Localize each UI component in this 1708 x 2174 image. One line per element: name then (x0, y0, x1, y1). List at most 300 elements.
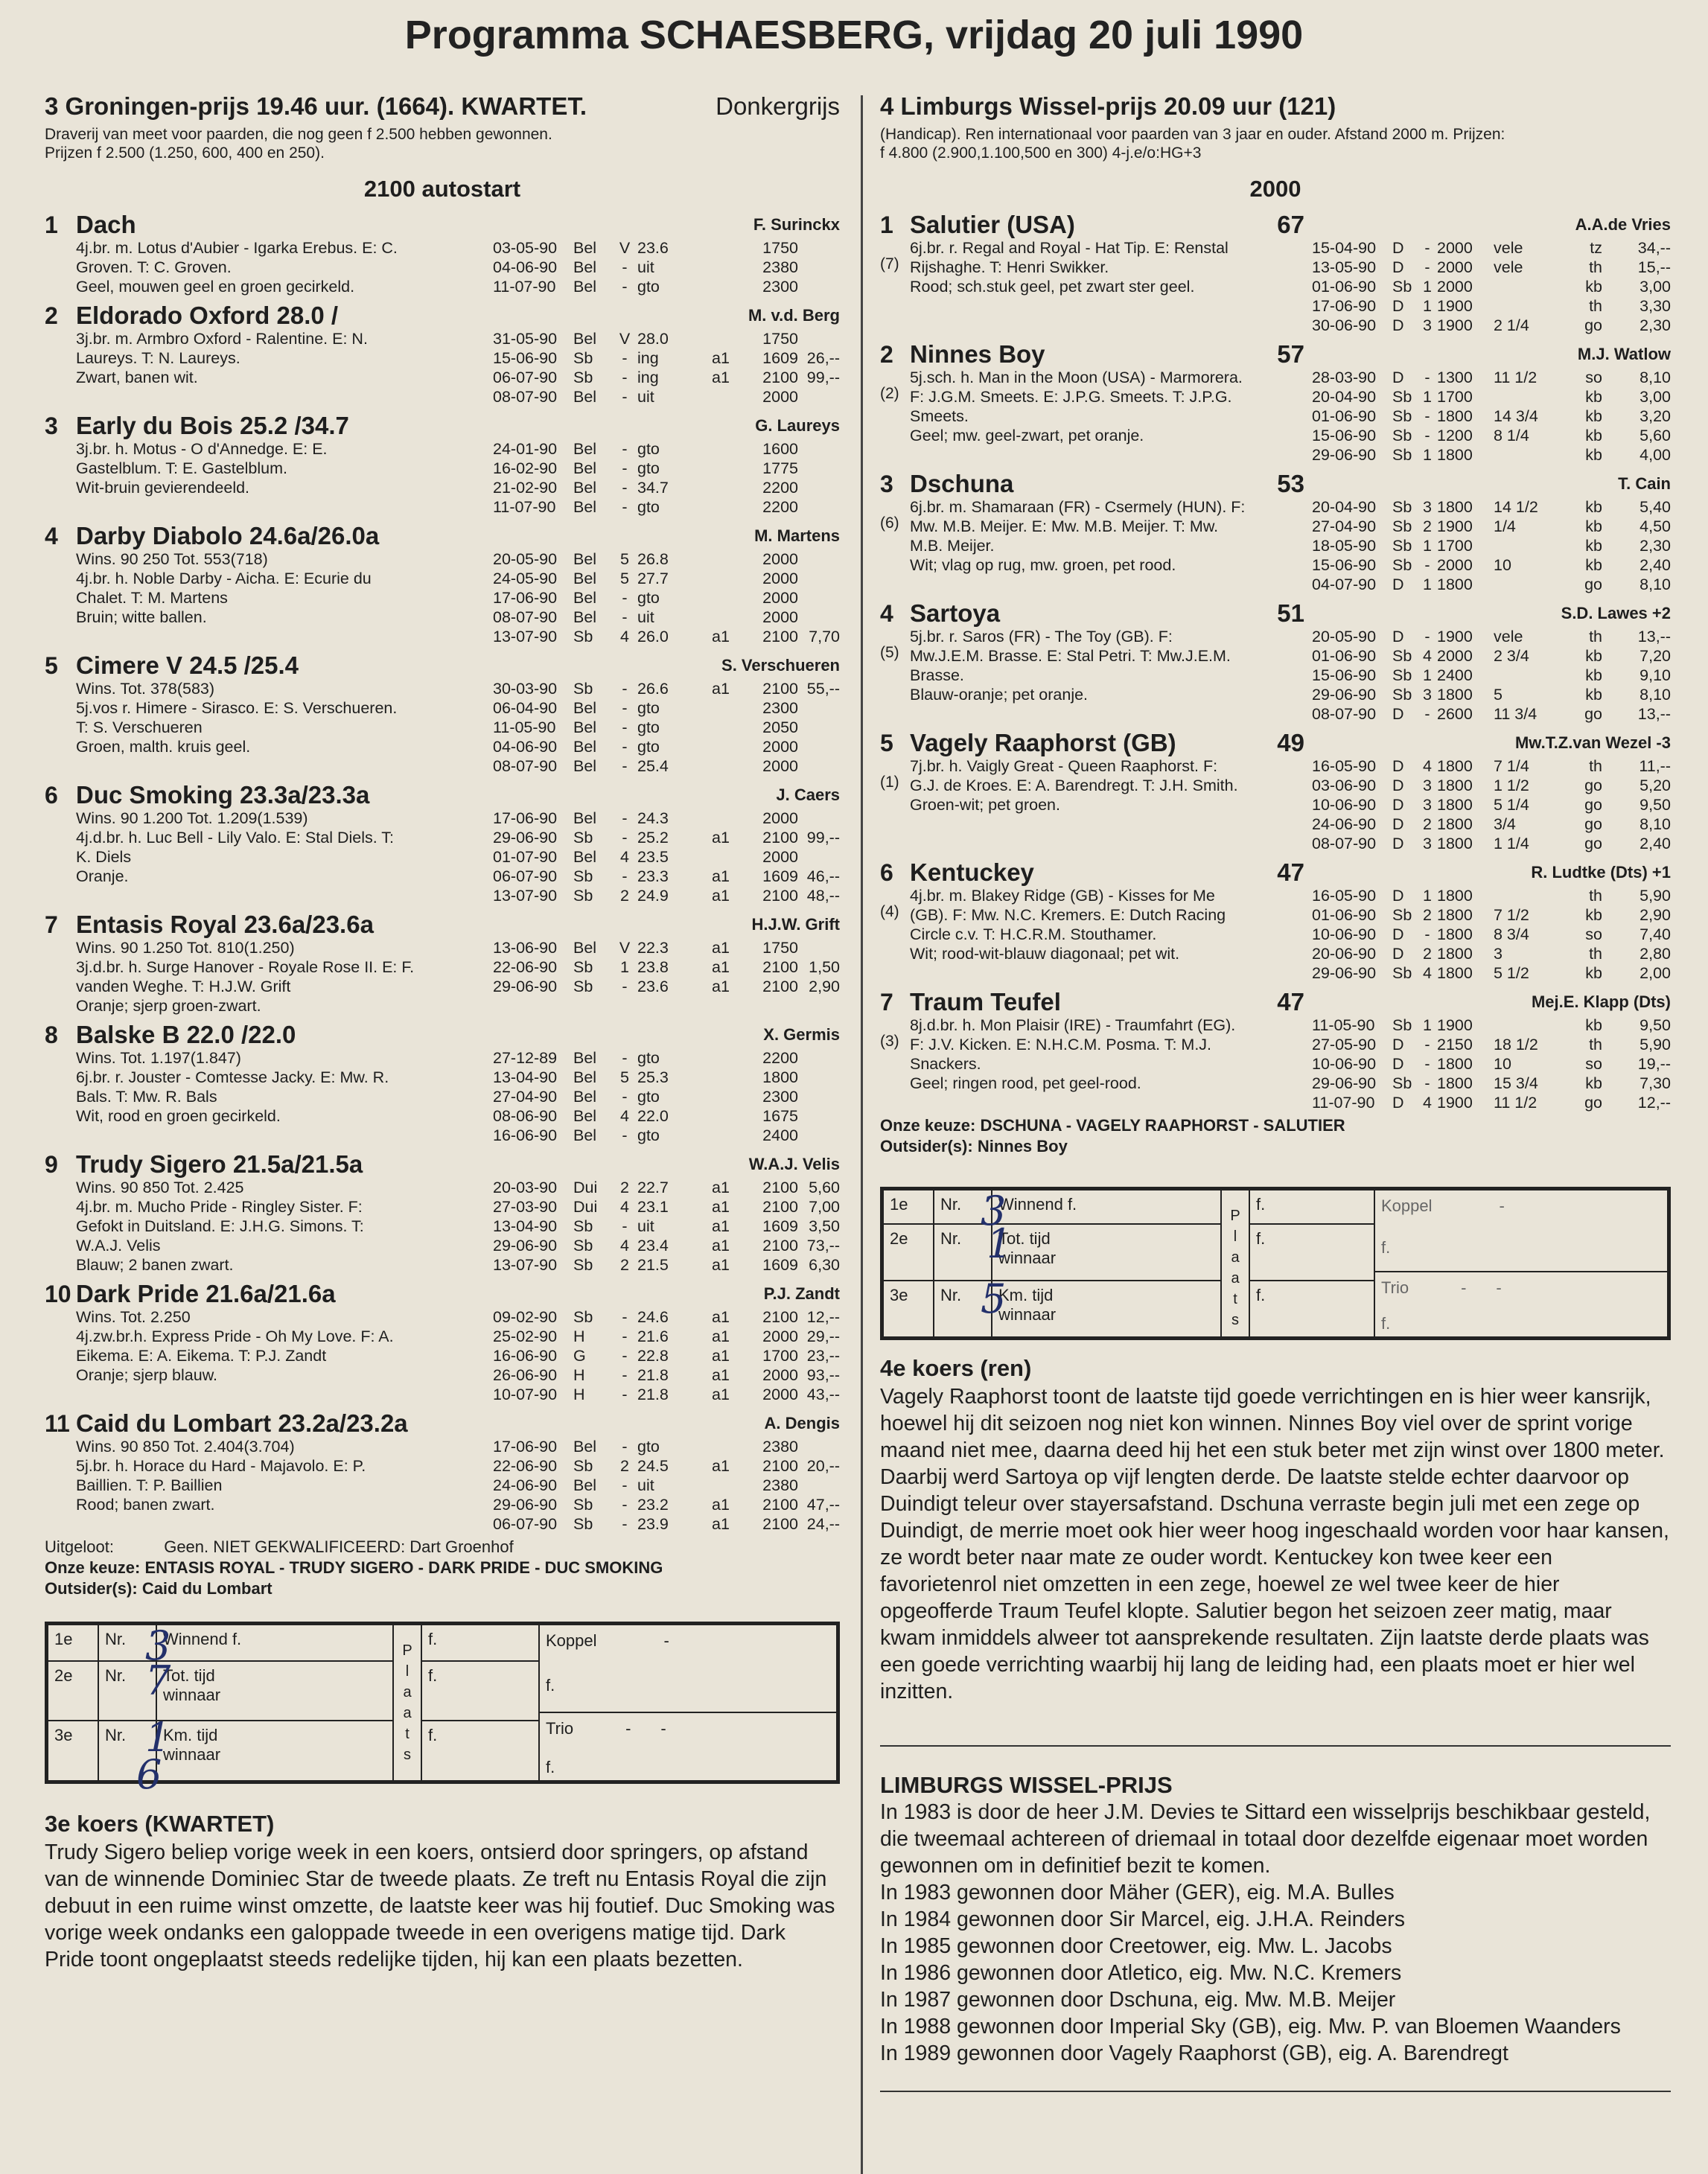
record-cell: 12,-- (1637, 1094, 1671, 1112)
record-cell: so (1585, 369, 1602, 386)
record-cell: 34.7 (637, 479, 669, 497)
record-cell: 22.7 (637, 1179, 669, 1196)
record-cell (798, 756, 840, 776)
record-cell: - (622, 1476, 628, 1494)
record-cell: - (622, 867, 628, 885)
record-cell: Sb (1392, 278, 1412, 296)
handwritten-number: 5 (981, 1275, 1007, 1322)
record-cell: 16-05-90 (1312, 757, 1377, 775)
amount-cell[interactable]: f. (1249, 1281, 1374, 1337)
horse-records (1312, 341, 1671, 465)
horse-info-line: Wins. 90 850 Tot. 2.404(3.704) (76, 1438, 295, 1456)
record-cell: - (622, 1327, 628, 1345)
record-cell: 17-06-90 (493, 809, 558, 827)
record-cell: 26,-- (806, 349, 840, 367)
race-record (493, 348, 840, 368)
record-cell: gto (637, 738, 660, 756)
record-cell: 1800 (1437, 777, 1473, 794)
record-cell: Sb (1392, 498, 1412, 516)
record-cell (712, 756, 746, 776)
record-cell: 01-06-90 (1312, 407, 1377, 425)
record-cell: - (1424, 705, 1430, 723)
right-column (880, 92, 1671, 2092)
draw-number: (1) (880, 774, 899, 791)
record-cell: 2300 (762, 1088, 798, 1106)
history-line: In 1989 gewonnen door Vagely Raaphorst (GB), eig. A. Barendregt (880, 2041, 1508, 2065)
horse-info-line: Oranje; sjerp blauw. (76, 1366, 218, 1384)
record-cell: 5,60 (809, 1179, 840, 1196)
record-cell: 8,10 (1640, 576, 1671, 593)
horse-name-row (76, 1281, 493, 1307)
record-cell: th (1589, 945, 1602, 963)
record-cell: 13-07-90 (493, 1256, 558, 1274)
nr-cell[interactable] (98, 1714, 171, 1799)
record-cell: 19,-- (1637, 1055, 1671, 1073)
race-record (1312, 925, 1671, 944)
race-record (493, 569, 840, 588)
horse-info-line: 3j.d.br. h. Surge Hanover - Royale Rose II. E: F. (76, 958, 415, 976)
record-cell: 16-02-90 (493, 459, 558, 477)
record-cell: 5,60 (1640, 427, 1671, 444)
draw-number: (5) (880, 644, 899, 661)
record-cell: 3/4 (1494, 815, 1516, 833)
trainer-name: H.J.W. Grift (751, 915, 840, 934)
horse-name: Kentuckey (910, 858, 1034, 886)
horse-info-line: Rood; sch.stuk geel, pet zwart ster geel. (910, 278, 1195, 296)
handwritten-number: 3 (981, 1188, 1007, 1234)
horse-entry (45, 302, 840, 407)
horse-info-line: Eikema. E: A. Eikema. T: P.J. Zandt (76, 1347, 327, 1365)
record-cell: D (1392, 887, 1404, 905)
race-record (493, 828, 840, 847)
record-cell: gto (637, 589, 660, 607)
record-cell: D (1392, 628, 1404, 645)
horse-entry (45, 652, 840, 776)
record-cell: 1775 (762, 459, 798, 477)
horse-info-line: Oranje; sjerp groen-zwart. (76, 997, 261, 1015)
record-cell: 27-03-90 (493, 1198, 558, 1216)
record-cell: 2380 (762, 1438, 798, 1456)
koppel-trio-cell[interactable] (539, 1625, 837, 1781)
record-cell: 2 (620, 1256, 629, 1274)
record-cell (712, 387, 746, 407)
record-cell: 1 (1423, 278, 1432, 296)
horse-name: Salutier (USA) (910, 211, 1075, 238)
race-record (493, 1126, 840, 1145)
record-cell: a1 (712, 1237, 730, 1255)
horse-weight: 47 (1277, 858, 1304, 886)
horse-info-line: Wit; rood-wit-blauw diagonaal; pet wit. (910, 945, 1180, 963)
record-cell: 2100 (762, 1237, 798, 1255)
record-cell: Bel (573, 258, 597, 276)
record-cell (712, 478, 746, 497)
record-cell: 3 (1423, 835, 1432, 852)
record-cell (1494, 277, 1565, 296)
record-cell: - (622, 459, 628, 477)
race-record (1312, 776, 1671, 795)
record-cell: 3 (1423, 796, 1432, 814)
record-cell: - (622, 718, 628, 736)
record-cell: Bel (573, 550, 597, 568)
horse-list (880, 211, 1671, 1112)
record-cell: 2100 (762, 369, 798, 386)
horse-info-line: 5j.sch. h. Man in the Moon (USA) - Marmorera. (910, 369, 1243, 386)
record-cell (712, 497, 746, 517)
record-cell: 23.6 (637, 978, 669, 995)
record-cell: kb (1585, 647, 1602, 665)
record-cell: D (1392, 1094, 1404, 1112)
record-cell: 20-05-90 (493, 550, 558, 568)
koppel-trio-cell[interactable] (1374, 1190, 1668, 1337)
record-cell: 5,90 (1640, 1036, 1671, 1053)
horse-details (880, 599, 1312, 724)
record-cell (712, 1126, 746, 1145)
record-cell: Sb (1392, 1074, 1412, 1092)
history-list (880, 1879, 1671, 2067)
race-record (493, 1178, 840, 1197)
record-cell: D (1392, 258, 1404, 276)
race-record (493, 1327, 840, 1346)
record-cell: Sb (573, 1496, 593, 1514)
record-cell: 08-06-90 (493, 1107, 558, 1125)
record-cell: - (622, 349, 628, 367)
record-cell: a1 (712, 1515, 730, 1533)
record-cell: - (622, 757, 628, 775)
record-cell: 23.2 (637, 1496, 669, 1514)
horse-info (76, 679, 493, 756)
record-cell: a1 (712, 1347, 730, 1365)
trainer-name: G. Laureys (755, 416, 840, 435)
record-cell: D (1392, 796, 1404, 814)
horse-records (493, 211, 840, 296)
record-cell: 1800 (1437, 925, 1473, 943)
record-cell (798, 847, 840, 867)
record-cell: 2000 (762, 589, 798, 607)
horse-name-row (910, 730, 1312, 756)
record-cell: 4 (620, 1237, 629, 1255)
record-cell: D (1392, 777, 1404, 794)
result-label: Tot. tijd winnaar (992, 1224, 1221, 1281)
handwritten-number: 1 (987, 1220, 1013, 1268)
record-cell: - (622, 608, 628, 626)
horse-info-line: Circle c.v. T: H.C.R.M. Stouthamer. (910, 925, 1157, 943)
record-cell: Bel (573, 1126, 597, 1144)
record-cell: 1800 (1437, 906, 1473, 924)
horse-info-line: Wins. 90 850 Tot. 2.425 (76, 1179, 244, 1196)
horse-info-line: Laureys. T: N. Laureys. (76, 349, 240, 367)
race-record (493, 588, 840, 608)
race-record (493, 867, 840, 886)
race-record (1312, 407, 1671, 426)
outsider-label: Outsider(s): (880, 1137, 973, 1155)
race-record (493, 1048, 840, 1068)
record-cell: D (1392, 705, 1404, 723)
horse-info-line: Chalet. T: M. Martens (76, 589, 228, 607)
record-cell: th (1589, 297, 1602, 315)
record-cell: Bel (573, 1107, 597, 1125)
record-cell: 30-03-90 (493, 680, 558, 698)
record-cell: 2400 (1437, 666, 1473, 684)
record-cell (712, 698, 746, 718)
trainer-name: F. Surinckx (753, 215, 840, 234)
record-cell: 7,20 (1640, 647, 1671, 665)
record-cell: - (1424, 427, 1430, 444)
record-cell: 3 (1423, 686, 1432, 704)
record-cell: 06-07-90 (493, 1515, 558, 1533)
record-cell: 8,10 (1640, 686, 1671, 704)
record-cell: go (1584, 835, 1602, 852)
amount-cell[interactable]: f. (421, 1721, 539, 1781)
trio (540, 1712, 836, 1755)
race-record (493, 1385, 840, 1404)
record-cell: 1 1/4 (1494, 835, 1529, 852)
horse-info-line: 6j.br. r. Regal and Royal - Hat Tip. E: Renstal (910, 239, 1229, 257)
horse-info (880, 756, 1312, 815)
record-cell: go (1584, 316, 1602, 334)
record-cell: 20,-- (806, 1457, 840, 1475)
record-cell: 08-07-90 (493, 388, 558, 406)
record-cell: - (622, 369, 628, 386)
nr-cell[interactable] (934, 1220, 1013, 1281)
record-cell: 13-05-90 (1312, 258, 1377, 276)
race-record (493, 718, 840, 737)
record-cell: kb (1585, 906, 1602, 924)
record-cell: Bel (573, 459, 597, 477)
horse-number: 4 (880, 600, 893, 627)
nr-cell[interactable] (98, 1622, 171, 1669)
record-cell: 1609 (762, 1256, 798, 1274)
record-cell: 1609 (762, 867, 798, 885)
record-cell (798, 588, 840, 608)
plaats-label: P l a a t s (393, 1625, 421, 1781)
race-distance: 2100 autostart (363, 176, 521, 202)
trainer-name: M. v.d. Berg (748, 306, 840, 325)
record-cell: 1675 (762, 1107, 798, 1125)
record-cell: 2000 (762, 550, 798, 568)
horse-number: 1 (45, 211, 58, 238)
record-cell: 2100 (762, 887, 798, 905)
record-cell: a1 (712, 349, 730, 367)
race-record (493, 368, 840, 387)
race-record (1312, 1016, 1671, 1035)
record-cell (1494, 387, 1565, 407)
record-cell: Bel (573, 330, 597, 348)
record-cell (798, 387, 840, 407)
record-cell: 2000 (762, 1386, 798, 1403)
record-cell: 1900 (1437, 1094, 1473, 1112)
record-cell: - (622, 1088, 628, 1106)
record-cell: 1 (620, 958, 629, 976)
amount-cell[interactable]: f. (1249, 1224, 1374, 1281)
race-record (1312, 368, 1671, 387)
amount-cell[interactable]: f. (421, 1625, 539, 1661)
horse-entry (45, 1410, 840, 1534)
record-cell: a1 (712, 1496, 730, 1514)
trio-f: f. (1381, 1314, 1391, 1333)
record-cell: Bel (573, 589, 597, 607)
keuze-value: DSCHUNA - VAGELY RAAPHORST - SALUTIER (980, 1116, 1345, 1135)
record-cell: D (1392, 316, 1404, 334)
record-cell: Bel (573, 1088, 597, 1106)
uitgeloot-label: Uitgeloot: (45, 1537, 114, 1556)
nr-cell[interactable] (934, 1275, 1007, 1337)
record-cell (1494, 666, 1565, 685)
record-cell: 2 (1423, 906, 1432, 924)
horse-details (76, 1021, 493, 1145)
record-cell: 2000 (1437, 278, 1473, 296)
nr-label: Nr. (105, 1665, 127, 1685)
record-cell: 10-06-90 (1312, 925, 1377, 943)
horse-info-line: F: J.G.M. Smeets. E: J.P.G. Smeets. T: J.P.G. (910, 388, 1232, 406)
left-column (45, 92, 840, 1973)
horse-info-line: Blauw-oranje; pet oranje. (910, 686, 1089, 704)
horse-name: Vagely Raaphorst (GB) (910, 729, 1176, 756)
record-cell: 2000 (762, 608, 798, 626)
trainer-name: A. Dengis (764, 1414, 840, 1432)
dash: - (660, 1719, 666, 1738)
history-line: In 1988 gewonnen door Imperial Sky (GB), eig. Mw. P. van Bloemen Waanders (880, 2015, 1621, 2038)
horse-info-line: Wit; vlag op rug, mw. groen, pet rood. (910, 556, 1176, 574)
record-cell (712, 608, 746, 627)
record-cell: 21-02-90 (493, 479, 558, 497)
record-cell: 2000 (762, 388, 798, 406)
horse-details (880, 988, 1312, 1112)
record-cell: 1800 (1437, 576, 1473, 593)
record-cell: 2 (620, 1179, 629, 1196)
record-cell: 3 (1494, 945, 1503, 963)
record-cell: 11-07-90 (1312, 1094, 1375, 1112)
race-record (1312, 238, 1671, 258)
record-cell: 2380 (762, 258, 798, 276)
record-cell: - (622, 1496, 628, 1514)
horse-info-line: Wit, rood en groen gecirkeld. (76, 1107, 281, 1125)
record-cell: 16-05-90 (1312, 887, 1377, 905)
record-cell (712, 329, 746, 348)
record-cell: 4 (620, 628, 629, 645)
record-cell: H (573, 1386, 585, 1403)
race-record (493, 549, 840, 569)
record-cell (1494, 1016, 1565, 1035)
horse-name: Cimere V 24.5 /25.4 (76, 651, 299, 679)
record-cell: gto (637, 459, 660, 477)
horse-info-line: 6j.br. m. Shamaraan (FR) - Csermely (HUN). F: (910, 498, 1246, 516)
horse-info (880, 886, 1312, 963)
amount-cell[interactable]: f. (421, 1661, 539, 1721)
horse-name-row (76, 412, 493, 439)
outsiders (880, 1136, 1671, 1157)
record-cell: so (1585, 925, 1602, 943)
record-cell (798, 1476, 840, 1495)
race-record (493, 957, 840, 977)
record-cell: 24.3 (637, 809, 669, 827)
draw-number: (2) (880, 385, 899, 402)
record-cell: gto (637, 498, 660, 516)
record-cell: 3,50 (809, 1217, 840, 1235)
record-cell: 4 (1423, 647, 1432, 665)
horse-weight: 67 (1277, 211, 1304, 238)
horse-info (76, 238, 493, 296)
record-cell: 24,-- (806, 1515, 840, 1533)
race-record (493, 1456, 840, 1476)
record-cell (798, 698, 840, 718)
race-record (493, 1068, 840, 1087)
record-cell: kb (1585, 1074, 1602, 1092)
record-cell: D (1392, 369, 1404, 386)
record-cell: 3,20 (1640, 407, 1671, 425)
record-cell: Sb (1392, 427, 1412, 444)
record-cell (712, 847, 746, 867)
record-cell: 1800 (1437, 757, 1473, 775)
record-cell: 25.2 (637, 829, 669, 847)
record-cell (712, 588, 746, 608)
record-cell: Dui (573, 1198, 598, 1216)
history-line: In 1984 gewonnen door Sir Marcel, eig. J.H.A. Reinders (880, 1907, 1405, 1931)
horse-name: Traum Teufel (910, 988, 1061, 1016)
race-record (1312, 834, 1671, 853)
record-cell: 04-06-90 (493, 738, 558, 756)
horse-name-row (910, 471, 1312, 497)
record-cell: a1 (712, 829, 730, 847)
record-cell: 6,30 (809, 1256, 840, 1274)
commentary-title: 3e koers (KWARTET) (45, 1811, 275, 1837)
record-cell: 26.6 (637, 680, 669, 698)
race-record (1312, 756, 1671, 776)
record-cell: a1 (712, 680, 730, 698)
horse-name-row (76, 211, 493, 238)
horse-info (76, 439, 493, 497)
result-label: Tot. tijd winnaar (156, 1661, 393, 1721)
race-record (1312, 646, 1671, 666)
record-cell: gto (637, 440, 660, 458)
record-cell: 5 (620, 570, 629, 587)
record-cell (712, 549, 746, 569)
record-cell: Sb (1392, 666, 1412, 684)
record-cell: 26.8 (637, 550, 669, 568)
amount-cell[interactable]: f. (1249, 1190, 1374, 1224)
trio-label: Trio (546, 1719, 574, 1738)
horse-records (493, 1151, 840, 1275)
record-cell: 1200 (1437, 427, 1473, 444)
record-cell: 1 (1423, 576, 1432, 593)
record-cell: 4 (1423, 757, 1432, 775)
nr-cell[interactable] (934, 1188, 1007, 1234)
record-cell: 13,-- (1637, 628, 1671, 645)
record-cell (1494, 536, 1565, 555)
horse-info-line: Blauw; 2 banen zwart. (76, 1256, 234, 1274)
horse-details (76, 782, 493, 905)
horse-records (1312, 730, 1671, 853)
horse-info-line: vanden Weghe. T: H.J.W. Grift (76, 978, 291, 995)
record-cell: 29-06-90 (493, 1237, 558, 1255)
page-title: Programma SCHAESBERG, vrijdag 20 juli 1990 (404, 13, 1304, 57)
race-record (1312, 536, 1671, 555)
trio-label: Trio (1381, 1278, 1409, 1297)
horse-info-line: Mw. M.B. Meijer. E: Mw. M.B. Meijer. T: Mw. (910, 517, 1219, 535)
nr-cell[interactable] (98, 1657, 171, 1721)
record-cell: Bel (573, 1438, 597, 1456)
race-footer (880, 1115, 1671, 1157)
trainer-name: J. Caers (776, 785, 840, 804)
horse-info (76, 549, 493, 627)
record-cell: 14 3/4 (1494, 407, 1538, 425)
record-cell: 21.6 (637, 1327, 669, 1345)
record-cell: D (1392, 239, 1404, 257)
horse-entry (45, 782, 840, 905)
record-cell: 8,10 (1640, 369, 1671, 386)
record-cell: 16-06-90 (493, 1126, 558, 1144)
record-cell: Bel (573, 440, 597, 458)
record-cell: 10 (1494, 556, 1511, 574)
